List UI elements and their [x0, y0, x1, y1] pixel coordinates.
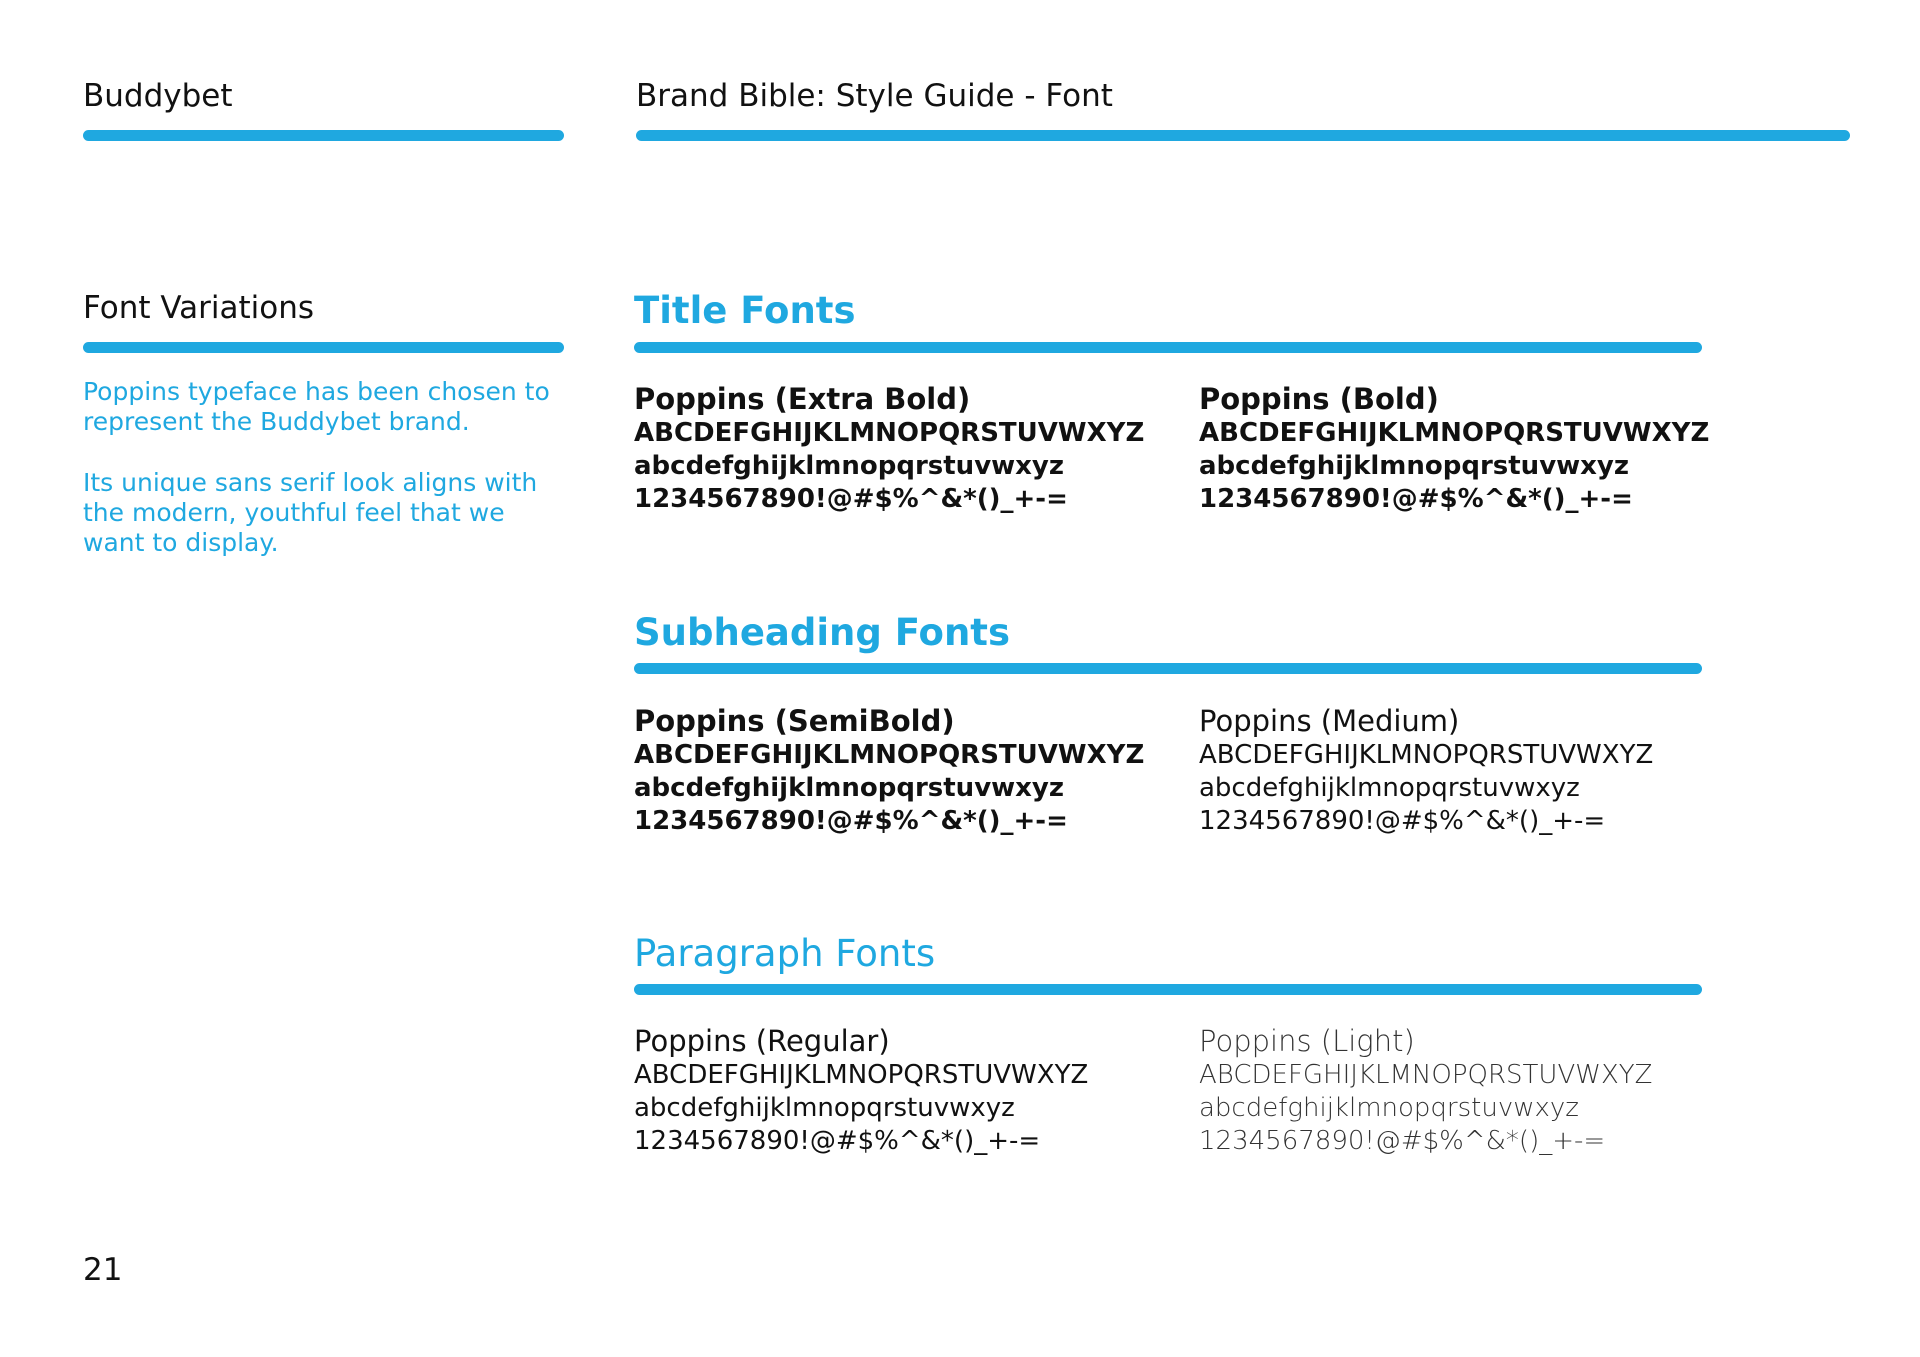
page-title: Brand Bible: Style Guide - Font	[636, 78, 1113, 114]
section-title-paragraph-fonts: Paragraph Fonts	[634, 932, 936, 975]
section-underline-paragraph-fonts	[634, 984, 1702, 995]
page-number: 21	[83, 1252, 123, 1288]
brand-name: Buddybet	[83, 78, 233, 114]
font-sample-uppercase: ABCDEFGHIJKLMNOPQRSTUVWXYZ	[1199, 740, 1654, 770]
font-sample-uppercase: ABCDEFGHIJKLMNOPQRSTUVWXYZ	[634, 740, 1145, 770]
font-sample-name: Poppins (Light)	[1199, 1024, 1415, 1058]
font-sample-name: Poppins (Medium)	[1199, 704, 1460, 738]
font-sample-name: Poppins (Extra Bold)	[634, 382, 971, 416]
font-sample-name: Poppins (Bold)	[1199, 382, 1439, 416]
font-sample-semibold	[634, 703, 1144, 838]
font-sample-symbols: 1234567890!@#$%^&*()_+-=	[1199, 806, 1606, 836]
sidebar-heading: Font Variations	[83, 290, 315, 326]
sidebar-heading-underline	[83, 342, 564, 353]
font-sample-name: Poppins (Regular)	[634, 1024, 890, 1058]
font-sample-symbols: 1234567890!@#$%^&*()_+-=	[634, 806, 1068, 836]
font-sample-lowercase: abcdefghijklmnopqrstuvwxyz	[1199, 1093, 1579, 1123]
font-sample-lowercase: abcdefghijklmnopqrstuvwxyz	[634, 451, 1065, 481]
font-sample-extra-bold	[634, 381, 1144, 516]
font-sample-uppercase: ABCDEFGHIJKLMNOPQRSTUVWXYZ	[1199, 1060, 1653, 1090]
section-underline-subheading-fonts	[634, 663, 1702, 674]
font-sample-bold	[1199, 381, 1709, 516]
font-sample-uppercase: ABCDEFGHIJKLMNOPQRSTUVWXYZ	[634, 418, 1145, 448]
font-sample-name: Poppins (SemiBold)	[634, 704, 955, 738]
font-sample-symbols: 1234567890!@#$%^&*()_+-=	[1199, 484, 1633, 514]
sidebar-paragraph-1: Poppins typeface has been chosen to represent the Buddybet brand.	[83, 377, 550, 436]
section-underline-title-fonts	[634, 342, 1702, 353]
section-title-title-fonts: Title Fonts	[634, 289, 856, 332]
brand-underline	[83, 130, 564, 141]
font-sample-regular	[634, 1023, 1088, 1158]
font-sample-medium	[1199, 703, 1653, 838]
font-sample-light	[1199, 1023, 1652, 1158]
font-sample-symbols: 1234567890!@#$%^&*()_+-=	[634, 1126, 1041, 1156]
font-sample-uppercase: ABCDEFGHIJKLMNOPQRSTUVWXYZ	[634, 1060, 1089, 1090]
font-sample-lowercase: abcdefghijklmnopqrstuvwxyz	[634, 773, 1065, 803]
title-underline	[636, 130, 1850, 141]
font-sample-lowercase: abcdefghijklmnopqrstuvwxyz	[1199, 451, 1630, 481]
font-sample-lowercase: abcdefghijklmnopqrstuvwxyz	[1199, 773, 1580, 803]
sidebar-paragraph-2: Its unique sans serif look aligns with the modern, youthful feel that we want to display.	[83, 468, 538, 557]
font-sample-uppercase: ABCDEFGHIJKLMNOPQRSTUVWXYZ	[1199, 418, 1710, 448]
font-sample-lowercase: abcdefghijklmnopqrstuvwxyz	[634, 1093, 1015, 1123]
font-sample-symbols: 1234567890!@#$%^&*()_+-=	[1199, 1126, 1606, 1156]
section-title-subheading-fonts: Subheading Fonts	[634, 611, 1010, 654]
font-sample-symbols: 1234567890!@#$%^&*()_+-=	[634, 484, 1068, 514]
